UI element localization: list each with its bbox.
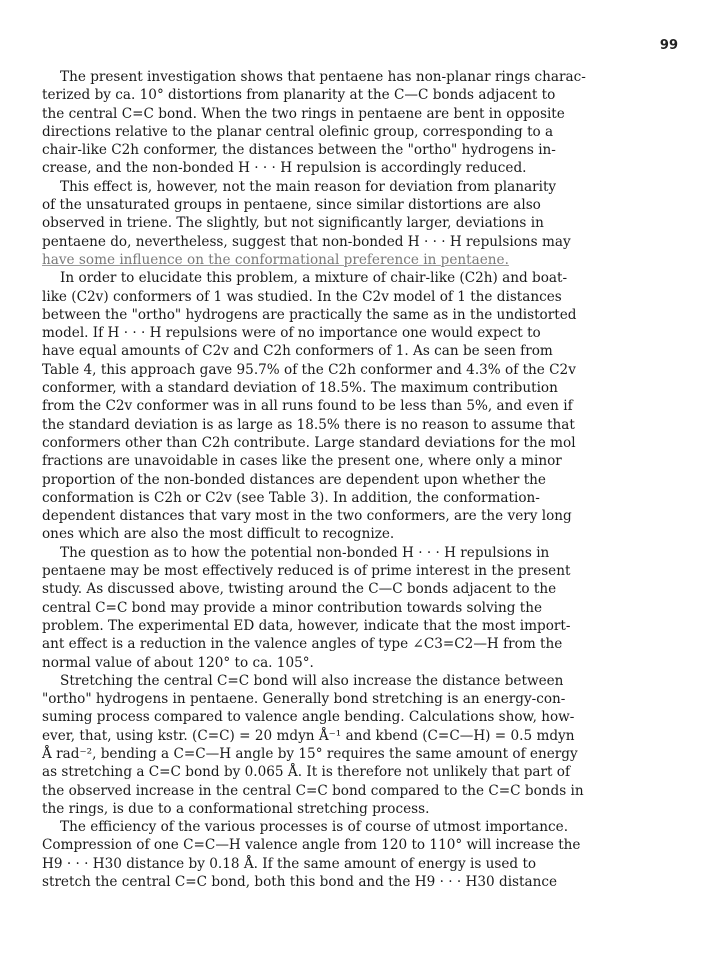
text-line: as stretching a C=C bond by 0.065 Å. It is therefore not unlikely that part of [42,764,570,781]
text-line: H9 · · · H30 distance by 0.18 Å. If the same amount of energy is used to [42,855,537,872]
text-line: The present investigation shows that pentaene has non-planar rings charac- [60,69,586,85]
text-line: ever, that, using kstr. (C=C) = 20 mdyn Å⁻¹ and kbend (C=C—H) = 0.5 mdyn [42,727,575,744]
text-line: conformers other than C2h contribute. Large standard deviations for the mol [42,434,576,451]
text-line: "ortho" hydrogens in pentaene. Generally bond stretching is an energy-con- [42,691,566,708]
text-line: ant effect is a reduction in the valence angles of type ∠C3=C2—H from the [42,636,563,653]
text-line: have equal amounts of C2v and C2h conformers of 1. As can be seen from [42,343,553,360]
text-line: normal value of about 120° to ca. 105°. [42,654,314,671]
text-line: have some influence on the conformational preference in pentaene. [42,251,509,268]
text-line: Å rad⁻², bending a C=C—H angle by 15° requires the same amount of energy [42,745,578,762]
body-text [42,68,692,891]
text-line: conformer, with a standard deviation of 18.5%. The maximum contribution [42,380,558,397]
text-line: Table 4, this approach gave 95.7% of the C2h conformer and 4.3% of the C2v [42,361,576,378]
text-line: pentaene may be most effectively reduced is of prime interest in the present [42,563,571,580]
text-line: directions relative to the planar central olefinic group, corresponding to a [42,123,554,140]
text-line: model. If H · · · H repulsions were of no importance one would expect to [42,325,541,342]
text-line: ones which are also the most difficult to recognize. [42,526,395,543]
text-line: terized by ca. 10° distortions from planarity at the C—C bonds adjacent to [42,87,556,104]
text-line: Compression of one C=C—H valence angle from 120 to 110° will increase the [42,837,581,854]
text-line: Stretching the central C=C bond will also increase the distance between [60,672,564,689]
text-line: suming process compared to valence angle bending. Calculations show, how- [42,709,575,726]
text-line: The efficiency of the various processes is of course of utmost importance. [60,819,569,836]
text-line: fractions are unavoidable in cases like the present one, where only a minor [42,453,562,470]
text-line: of the unsaturated groups in pentaene, since similar distortions are also [42,197,541,214]
text-line: observed in triene. The slightly, but not significantly larger, deviations in [42,215,544,232]
text-line: from the C2v conformer was in all runs found to be less than 5%, and even if [42,398,573,415]
text-line: like (C2v) conformers of 1 was studied. In the C2v model of 1 the distances [42,288,562,305]
text-line: the central C=C bond. When the two rings in pentaene are bent in opposite [42,105,565,122]
text-line: study. As discussed above, twisting around the C—C bonds adjacent to the [42,581,557,598]
text-line: between the "ortho" hydrogens are practically the same as in the undistorted [42,306,577,323]
text-line: pentaene do, nevertheless, suggest that non-bonded H · · · H repulsions may [42,233,571,250]
text-line: This effect is, however, not the main reason for deviation from planarity [60,178,557,195]
page-number: 99 [659,38,678,53]
text-line: conformation is C2h or C2v (see Table 3). In addition, the conformation- [42,489,540,506]
text-line: In order to elucidate this problem, a mixture of chair-like (C2h) and boat- [60,270,568,287]
text-line: the standard deviation is as large as 18.5% there is no reason to assume that [42,416,575,433]
text-line: central C=C bond may provide a minor contribution towards solving the [42,599,543,616]
text-line: stretch the central C=C bond, both this bond and the H9 · · · H30 distance [42,874,558,891]
text-line: crease, and the non-bonded H · · · H repulsion is accordingly reduced. [42,160,527,177]
text-line: chair-like C2h conformer, the distances between the "ortho" hydrogens in- [42,142,556,159]
text-line: the observed increase in the central C=C bond compared to the C=C bonds in [42,782,584,799]
text-line: dependent distances that vary most in the two conformers, are the very long [42,508,572,525]
text-line: The question as to how the potential non-bonded H · · · H repulsions in [60,544,550,561]
text-line: the rings, is due to a conformational stretching process. [42,800,430,817]
text-line: proportion of the non-bonded distances are dependent upon whether the [42,471,546,488]
text-line: problem. The experimental ED data, however, indicate that the most import- [42,617,571,634]
